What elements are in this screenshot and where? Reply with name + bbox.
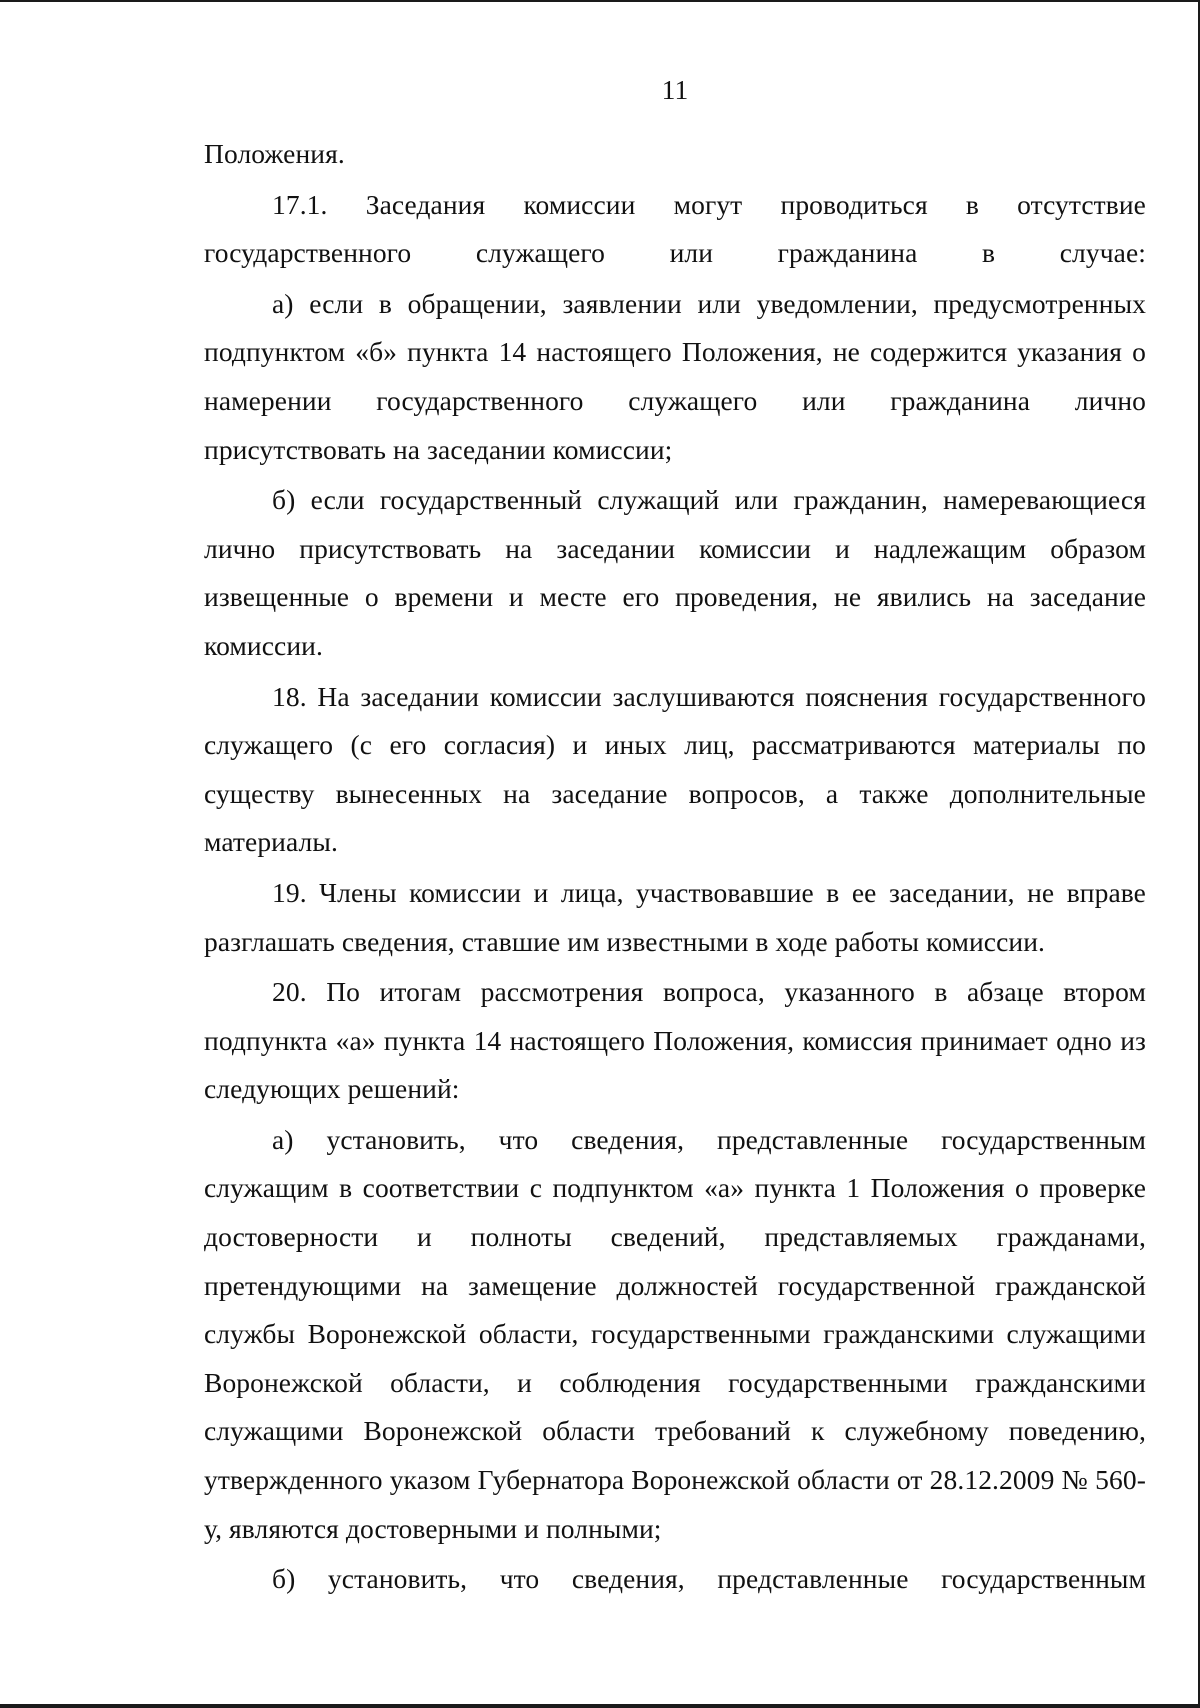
paragraph-20-a: а) установить, что сведения, представленные государственным служащим в соответствии с подпунктом «а» пункта 1 Положения о проверке достоверности и полноты сведений, представляемых гражданами, претендующими на замещение должностей государственной гражданской службы Воронежской области, государственными гражданскими служащими Воронежской области, и соблюдения государственными гражданскими служащими Воронежской области требований к служебному поведению, утвержденного указом Губернатора Воронежской области от 28.12.2009 № 560-у, являются достоверными и полными; <box>204 1123 1146 1544</box>
document-page <box>204 60 1146 1604</box>
paragraph-18: 18. На заседании комиссии заслушиваются пояснения государственного служащего (с его согласия) и иных лиц, рассматриваются материалы по существу вынесенных на заседание вопросов, а также дополнительные материалы. <box>204 680 1146 858</box>
paragraph-17-1 <box>204 181 1146 278</box>
paragraph-17-1-b: б) если государственный служащий или гражданин, намеревающиеся лично присутствовать на заседании комиссии и надлежащим образом извещенные о времени и месте его проведения, не явились на заседание комиссии. <box>204 484 1146 661</box>
page-number-text: 11 <box>661 74 689 105</box>
paragraph-17-1-text: 17.1. Заседания комиссии могут проводиться в отсутствие государственного служащего или гражданина в случае: <box>204 188 1146 269</box>
paragraph-20: 20. По итогам рассмотрения вопроса, указанного в абзаце втором подпункта «а» пункта 14 настоящего Положения, комиссия принимает одно из следующих решений: <box>204 976 1146 1105</box>
page-number <box>204 60 1146 120</box>
paragraph-continuation: Положения. <box>204 138 345 169</box>
paragraph-20-b: б) установить, что сведения, представленные государственным <box>272 1563 1146 1595</box>
paragraph-19: 19. Члены комиссии и лица, участвовавшие в ее заседании, не вправе разглашать сведения, ставшие им известными в ходе работы комиссии. <box>204 876 1146 957</box>
paragraph-17-1-a: а) если в обращении, заявлении или уведомлении, предусмотренных подпунктом «б» пункта 14 настоящего Положения, не содержится указания о намерении государственного служащего или гражданина лично присутствовать на заседании комиссии; <box>204 287 1146 465</box>
scan-edge-bottom <box>0 1704 1200 1708</box>
